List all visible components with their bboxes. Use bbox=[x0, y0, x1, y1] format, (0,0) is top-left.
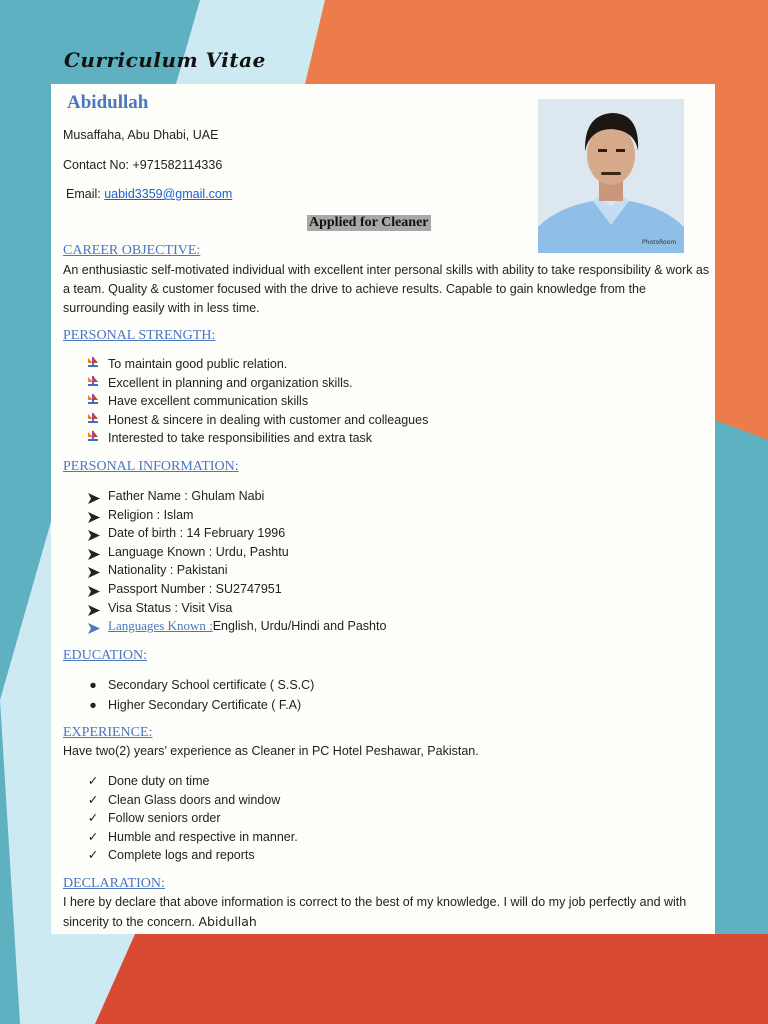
email-line bbox=[66, 187, 232, 201]
list-item: ✓ Clean Glass doors and window bbox=[85, 791, 298, 810]
list-item: ✓ Done duty on time bbox=[85, 772, 298, 791]
declaration-text: I here by declare that above information is correct to the best of my knowledge. I will do my job perfectly and with sincerity to the concern. bbox=[63, 895, 687, 929]
email-label: Email: bbox=[66, 187, 105, 201]
checkmark-icon: ✓ bbox=[87, 792, 99, 807]
list-item: ● Higher Secondary Certificate ( F.A) bbox=[85, 696, 314, 716]
cv-title: Curriculum Vitae bbox=[64, 48, 266, 72]
checkmark-icon: ✓ bbox=[87, 811, 99, 826]
list-item: To maintain good public relation. bbox=[85, 355, 428, 374]
applicant-name: Abidullah bbox=[67, 92, 149, 113]
list-item: ✓ Humble and respective in manner. bbox=[85, 828, 298, 847]
photo-caption: PhotoRoom bbox=[642, 239, 677, 246]
email-link[interactable]: uabid3359@gmail.com bbox=[104, 187, 233, 201]
pushpin-bullet-icon bbox=[85, 392, 101, 412]
declaration-paragraph bbox=[63, 893, 711, 932]
career-heading: CAREER OBJECTIVE: bbox=[63, 243, 201, 258]
arrowhead-bullet-icon bbox=[86, 621, 102, 640]
list-item: Father Name : Ghulam Nabi bbox=[85, 487, 386, 506]
languages-label: Languages Known : bbox=[108, 618, 213, 634]
languages-value: English, Urdu/Hindi and Pashto bbox=[212, 619, 387, 634]
education-heading: EDUCATION: bbox=[63, 648, 147, 663]
declaration-heading: DECLARATION: bbox=[63, 876, 165, 891]
address: Musaffaha, Abu Dhabi, UAE bbox=[63, 128, 219, 142]
cv-document bbox=[51, 84, 715, 934]
list-item: Language Known : Urdu, Pashtu bbox=[85, 543, 386, 562]
dot-bullet-icon: ● bbox=[89, 697, 97, 712]
list-item: Excellent in planning and organization skills. bbox=[85, 374, 428, 393]
checkmark-icon: ✓ bbox=[87, 829, 99, 844]
list-item: ● Secondary School certificate ( S.S.C) bbox=[85, 676, 314, 696]
profile-photo bbox=[538, 99, 684, 253]
contact-number: Contact No: +971582114336 bbox=[63, 158, 223, 172]
pushpin-bullet-icon bbox=[85, 429, 101, 449]
info-list bbox=[85, 487, 386, 636]
list-item: Have excellent communication skills bbox=[85, 392, 428, 411]
experience-list bbox=[85, 772, 298, 865]
pushpin-bullet-icon bbox=[85, 411, 101, 431]
pushpin-bullet-icon bbox=[85, 374, 101, 394]
signature-name: Abidullah bbox=[198, 914, 257, 929]
checkmark-icon: ✓ bbox=[87, 774, 99, 788]
dot-bullet-icon: ● bbox=[89, 678, 97, 692]
list-item: Interested to take responsibilities and extra task bbox=[85, 429, 428, 448]
strength-heading: PERSONAL STRENGTH: bbox=[63, 328, 216, 343]
pushpin-bullet-icon bbox=[85, 355, 101, 375]
list-item: ✓ Complete logs and reports bbox=[85, 846, 298, 865]
experience-heading: EXPERIENCE: bbox=[63, 725, 153, 740]
list-item: Visa Status : Visit Visa bbox=[85, 599, 386, 618]
list-item-languages bbox=[85, 617, 386, 636]
list-item: Passport Number : SU2747951 bbox=[85, 580, 386, 599]
experience-text: Have two(2) years’ experience as Cleaner in PC Hotel Peshawar, Pakistan. bbox=[63, 744, 479, 758]
education-list bbox=[85, 676, 314, 715]
applied-position: Applied for Cleaner bbox=[309, 215, 429, 230]
list-item: Date of birth : 14 February 1996 bbox=[85, 524, 386, 543]
list-item: Honest & sincere in dealing with customer and colleagues bbox=[85, 411, 428, 430]
list-item: ✓ Follow seniors order bbox=[85, 809, 298, 828]
checkmark-icon: ✓ bbox=[87, 848, 99, 863]
info-heading: PERSONAL INFORMATION: bbox=[63, 459, 239, 474]
list-item: Nationality : Pakistani bbox=[85, 561, 386, 580]
career-text: An enthusiastic self-motivated individual with excellent inter personal skills with ability to take responsibility & work as a team. Quality & customer focused with the drive to achieve results. Capable to gain knowledge from the surrounding easily with in less time. bbox=[63, 263, 710, 315]
strength-list bbox=[85, 355, 428, 448]
list-item: Religion : Islam bbox=[85, 506, 386, 525]
